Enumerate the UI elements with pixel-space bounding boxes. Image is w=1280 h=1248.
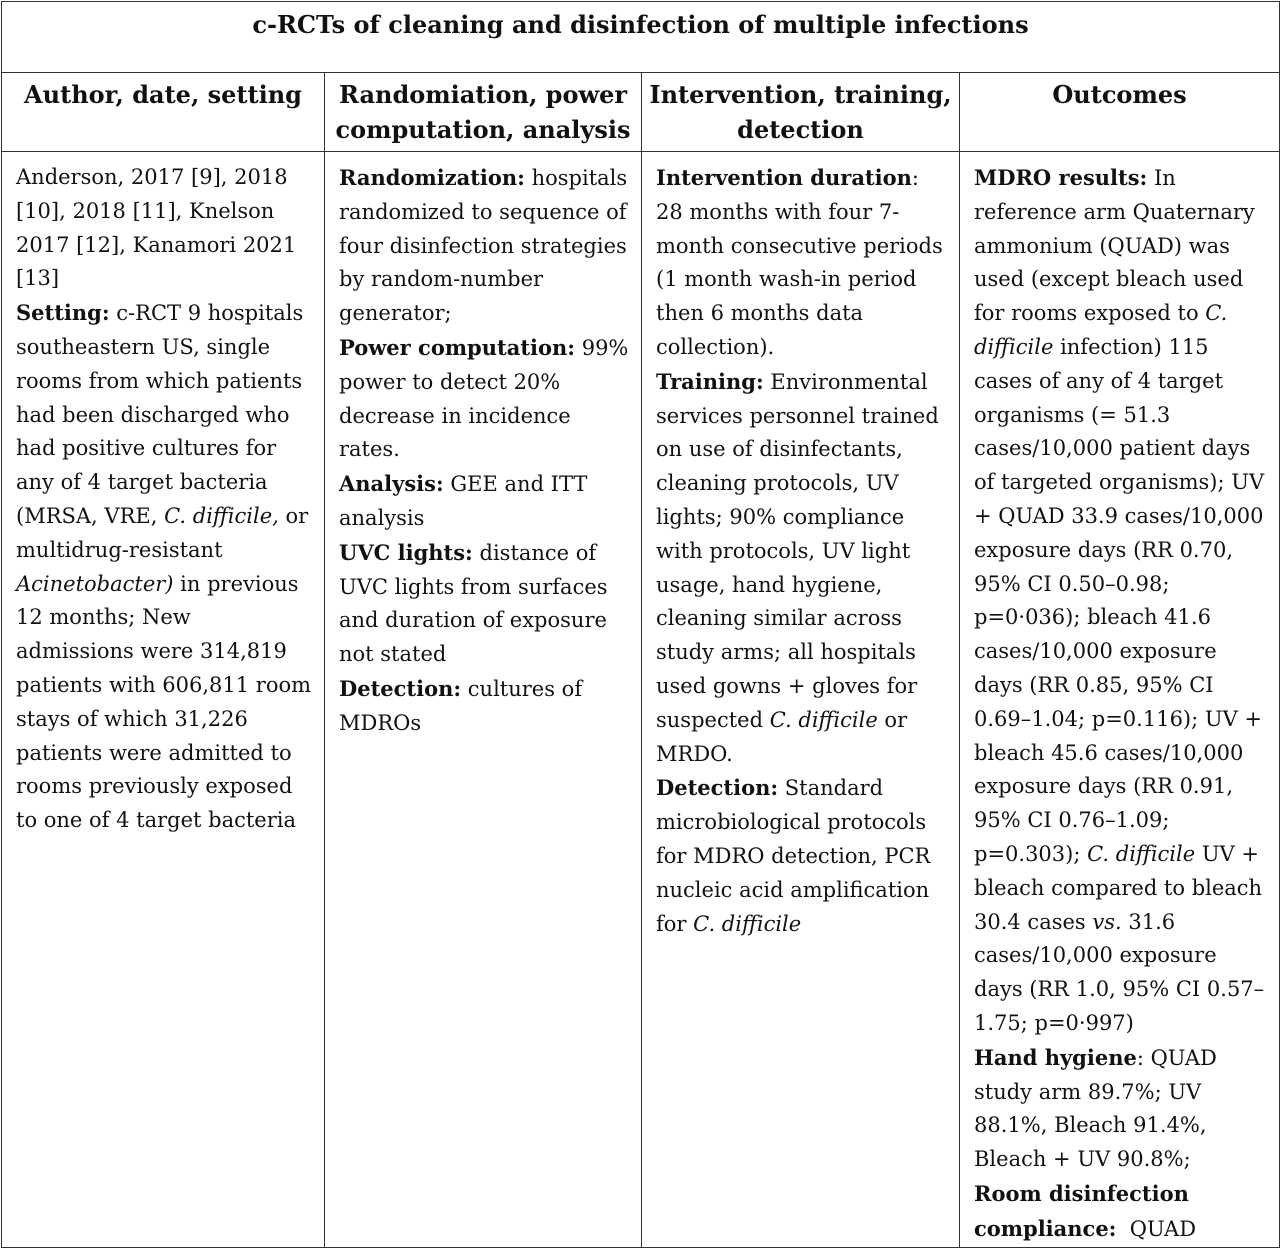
uvc-label: UVC lights: [339,539,473,565]
setting-text: c-RCT 9 hospitals southeastern US, single rooms from which patients had been discharged who had positive cultures for any of 4 target bacteria (MRSA, VRE, [16,301,304,528]
training-text: or MRDO. [656,707,908,766]
header-author-date-setting: Author, date, setting [2,73,325,152]
duration-label: Intervention duration [656,165,912,190]
hand-hygiene-label: Hand hygiene [974,1044,1137,1070]
detection-text: cultures of MDROs [339,676,583,735]
header-randomization: Randomiation, power computation, analysis [325,73,642,152]
cell-author-setting [2,152,325,1248]
mdro-text: infection) 115 cases of any of 4 target organisms (= 51.3 cases/10,000 patient days of targeted organisms); UV + QUAD 33.9 cases/10,000 exposure days (RR 0.70, 95% CI 0.50–0.98; p=0·036); bleach 41.6 cases/10,000 exposure days (RR 0.85, 95% CI 0.69–1.04; p=0.116); UV + bleach 45.6 cases/10,000 exposure days (RR 0.91, 95% CI 0.76–1.09; p=0.303); [974,334,1265,866]
title-row [2,2,1280,73]
header-outcomes: Outcomes [960,73,1280,152]
detection-organism: C. difficile [693,911,802,936]
room-disinfection-text: QUAD [1116,1216,1197,1241]
header-row [2,73,1280,152]
cell-outcomes [960,152,1280,1248]
training-organism: C. difficile [769,707,878,732]
hand-hygiene-text: : QUAD study arm 89.7%; UV 88.1%, Bleach 91.4%, Bleach + UV 90.8%; [974,1045,1217,1172]
uvc-text: distance of UVC lights from surfaces and duration of exposure not stated [339,540,608,667]
detection-text: Standard microbiological protocols for MDRO detection, PCR nucleic acid amplification for [656,776,931,936]
table-title: c-RCTs of cleaning and disinfection of multiple infections [2,2,1280,73]
detection-label: Detection: [656,775,779,801]
setting-text: in previous 12 months; New admissions were 314,819 patients with 606,811 room stays of which 31,226 patients were admitted to rooms previously exposed to one of 4 target bacteria [16,571,312,833]
evidence-table [1,1,1280,1248]
detection-label: Detection: [339,675,462,701]
power-label: Power computation: [339,334,576,360]
power-text: 99% power to detect 20% decrease in incidence rates. [339,335,629,462]
cell-intervention [642,152,960,1248]
analysis-label: Analysis: [339,471,444,497]
analysis-text: GEE and ITT analysis [339,472,588,530]
randomization-text: hospitals randomized to sequence of four disinfection strategies by random-number generator; [339,166,628,326]
table-row [2,152,1280,1248]
training-text: Environmental services personnel trained on use of disinfectants, cleaning protocols, UV lights; 90% compliance with protocols, UV light usage, hand hygiene, cleaning similar across study arms; all hospitals used gowns + gloves for suspected [656,369,939,732]
training-label: Training: [656,368,764,394]
mdro-organism: C. difficile [1087,841,1196,866]
header-intervention: Intervention, training, detection [642,73,960,152]
setting-label: Setting: [16,300,110,326]
randomization-label: Randomization: [339,165,525,190]
room-disinfection-label: Room disinfection compliance: [974,1180,1189,1241]
setting-organism: Acinetobacter) [16,571,174,596]
mdro-text: In reference arm Quaternary ammonium (QUAD) was used (except bleach used for rooms exposed to [974,166,1255,326]
mdro-text: 31.6 cases/10,000 exposure days (RR 1.0, 95% CI 0.57–1.75; p=0·997) [974,909,1265,1035]
mdro-label: MDRO results: [974,165,1148,190]
mdro-versus: vs. [1092,909,1122,934]
mdro-organism: C. difficile [974,301,1228,359]
mdro-text: UV + bleach compared to bleach 30.4 cases [974,841,1263,934]
setting-text: or multidrug-resistant [16,503,309,562]
duration-text: : 28 months with four 7-month consecutive periods (1 month wash-in period then 6 months data collection). [656,166,943,359]
citation-text: Anderson, 2017 [9], 2018 [10], 2018 [11], Knelson 2017 [12], Kanamori 2021 [13] [16,165,297,291]
cell-randomization [325,152,642,1248]
setting-organism: C. difficile, [164,503,279,528]
